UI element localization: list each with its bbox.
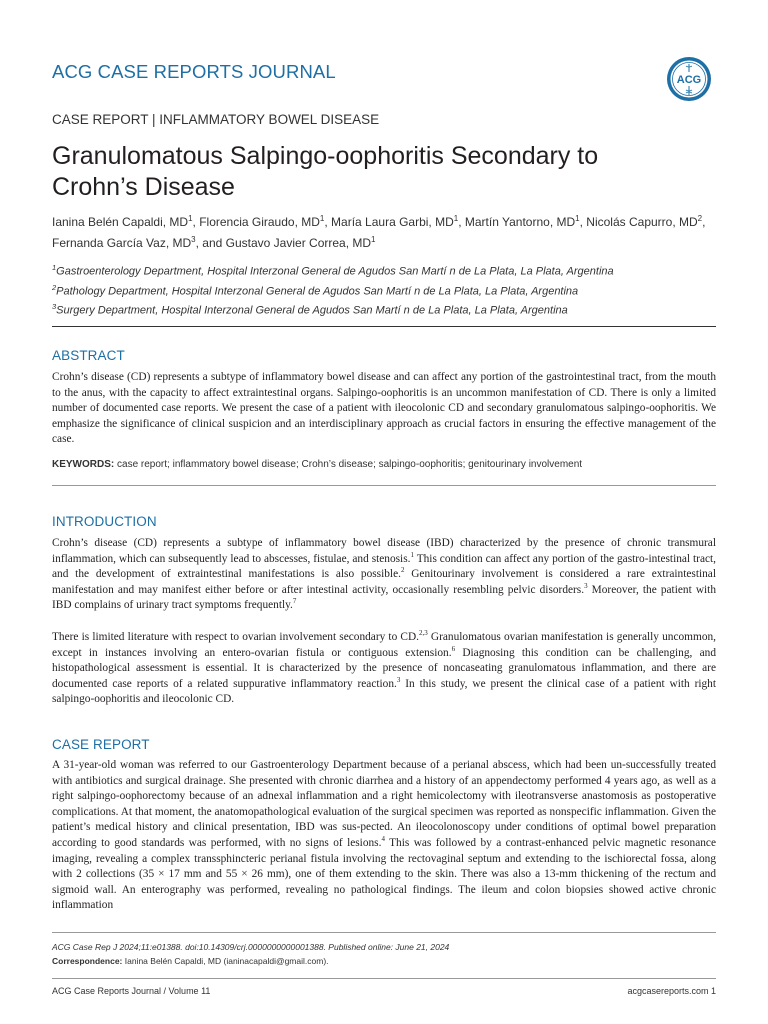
- title-line-1: Granulomatous Salpingo-oophoritis Secondary to: [52, 142, 599, 170]
- affiliation-mark: 3: [52, 302, 57, 312]
- citation-ref: 2: [400, 566, 405, 575]
- citation-ref: 7: [292, 597, 297, 606]
- author-affil-mark: 3: [191, 235, 196, 244]
- correspondence-line: [52, 954, 716, 968]
- affiliation: [52, 280, 712, 300]
- author-affil-mark: 1: [575, 214, 580, 223]
- author-separator: ,: [192, 215, 200, 229]
- text-run: Crohn’s disease (CD) represents a subtype of inflammatory bowel disease (IBD) characterized by the presence of chronic transmural inflammation, which can subsequently lead to abscesses, fistulae, and stenosis.: [52, 537, 716, 565]
- correspondence-label: Correspondence:: [52, 956, 123, 966]
- article-title: [52, 141, 702, 203]
- article-category: CASE REPORT | INFLAMMATORY BOWEL DISEASE: [52, 112, 380, 127]
- case-report-heading: CASE REPORT: [52, 737, 150, 752]
- author: María Laura Garbi, MD: [331, 215, 454, 229]
- abstract-divider: [52, 485, 716, 486]
- footnote: [52, 940, 716, 968]
- author-separator: ,: [579, 215, 587, 229]
- text-run: A 31-year-old woman was referred to our Gastroenterology Department because of a perianal abscess, which had been un-successfully treated with antibiotics and surgical drainage. She presented with chronic diarrhea and a history of an appendectomy performed 4 years ago, as well as a right salpingo-oophorectomy because of an adnexal inflammation and a right hemicolectomy with ileotransverse anastomosis as postoperative complications. At that moment, the anatomopathological evaluation of the surgical specimen was reported as nonspecific inflammation. Given the patient’s medical history and clinical presentation, IBD was sus-pected. An ileocolonoscopy under conditions of optimal bowel preparation according to good standards was performed, with no signs of lesions.: [52, 759, 716, 849]
- text-run: In this study, we present the clinical case of a patient with right salpingo-oophoritis and ileocolonic CD.: [52, 677, 716, 706]
- header-divider: [52, 326, 716, 327]
- author: Ianina Belén Capaldi, MD: [52, 215, 189, 229]
- author: Martín Yantorno, MD: [464, 215, 576, 229]
- author-affil-mark: 1: [371, 235, 376, 244]
- affiliation: [52, 299, 712, 319]
- acg-logo: [665, 55, 713, 103]
- affiliation-text: Gastroenterology Department, Hospital Interzonal General de Agudos San Martí n de La Plata, La Plata, Argentina: [56, 265, 614, 278]
- text-run: This condition can affect any portion of the gastro-intestinal tract, and the development of extraintestinal manifestations is also possible.: [52, 552, 717, 581]
- author: Fernanda García Vaz, MD: [52, 236, 192, 250]
- citation-ref: 3: [584, 582, 588, 590]
- journal-name: ACG CASE REPORTS JOURNAL: [52, 61, 336, 82]
- introduction-heading: INTRODUCTION: [52, 514, 157, 529]
- affiliation-text: Surgery Department, Hospital Interzonal General de Agudos San Martí n de La Plata, La Plata, Argentina: [56, 304, 568, 317]
- author-separator: ,: [458, 215, 465, 229]
- introduction-paragraph-1: [52, 536, 716, 614]
- author-list: [52, 210, 712, 252]
- abstract-text: Crohn’s disease (CD) represents a subtype of inflammatory bowel disease and can affect any portion of the gastrointestinal tract, from the mouth to the anus, with the capacity to affect extraintestinal organs. Salpingo-oophoritis is an uncommon manifestation of CD. There is only a limited number of documented case reports. We present the case of a patient with ileocolonic CD and secondary granulomatous salpingo-oophoritis. We emphasize the significance of clinical suspicion and an interdisciplinary approach as crucial factors in ensuring the effective management of the case.: [52, 371, 716, 446]
- logo-text: ACG: [676, 74, 702, 86]
- author-separator: ,: [324, 215, 332, 229]
- author-affil-mark: 1: [188, 214, 193, 223]
- author-separator: , and: [195, 236, 226, 250]
- author-affil-mark: 1: [453, 214, 459, 223]
- affiliation-mark: 1: [52, 263, 57, 272]
- author: Gustavo Javier Correa, MD: [225, 236, 372, 250]
- case-report-paragraph-1: [52, 758, 716, 914]
- keywords-label: KEYWORDS:: [52, 459, 115, 470]
- text-run: Diagnosing this condition can be challenging, and histopathological assessment is essential. It is characterized by the presence of noncaseating granulomatous inflammation, and there are documented case reports of a related suppurative inflammatory reaction.: [52, 646, 716, 690]
- footnote-divider: [52, 932, 716, 933]
- footer-site-page: acgcasereports.com 1: [627, 986, 716, 996]
- citation-ref: 3: [396, 676, 401, 684]
- author-affil-mark: 1: [319, 214, 325, 223]
- footer-divider: [52, 978, 716, 979]
- introduction-paragraph-2: [52, 630, 716, 708]
- affiliation-mark: 2: [52, 282, 57, 292]
- text-run: Granulomatous ovarian manifestation is generally uncommon, except in instances involving an entero-ovarian fistula or contiguous extension.: [52, 631, 716, 659]
- author: Florencia Giraudo, MD: [199, 215, 320, 229]
- citation-line: ACG Case Rep J 2024;11:e01388. doi:10.14309/crj.0000000000001388. Published online: June 21, 2024: [52, 942, 450, 952]
- author-affil-mark: 2: [697, 214, 703, 223]
- text-run: Moreover, the patient with IBD complains of urinary tract symptoms frequently.: [52, 583, 716, 612]
- author: Nicolás Capurro, MD: [586, 215, 698, 229]
- abstract-heading: ABSTRACT: [52, 348, 125, 363]
- affiliation-list: [52, 260, 712, 319]
- citation-ref: 1: [410, 550, 414, 559]
- affiliation: [52, 260, 712, 280]
- affiliation-text: Pathology Department, Hospital Interzonal General de Agudos San Martí n de La Plata, La Plata, Argentina: [56, 285, 579, 298]
- keywords: [52, 459, 716, 470]
- citation-ref: 6: [451, 644, 456, 653]
- correspondence-text: Ianina Belén Capaldi, MD (ianinacapaldi@gmail.com).: [124, 956, 329, 966]
- text-run: Genitourinary involvement is considered a rare extraintestinal manifestation and may manifest either before or after intestinal activity, occasionally resembling pelvic disorders.: [52, 568, 716, 596]
- title-line-2: Crohn’s Disease: [52, 173, 235, 201]
- citation-ref: 4: [381, 835, 385, 844]
- citation-ref: 2,3: [419, 629, 428, 638]
- footer-journal-volume: ACG Case Reports Journal / Volume 11: [52, 986, 211, 996]
- keywords-text: case report; inflammatory bowel disease; Crohn’s disease; salpingo-oophoritis; genitourinary involvement: [117, 459, 583, 470]
- text-run: There is limited literature with respect to ovarian involvement secondary to CD.: [52, 631, 419, 643]
- text-run: This was followed by a contrast-enhanced pelvic magnetic resonance imaging, revealing a complex transsphincteric perianal fistula involving the rectovaginal septum and extending to the ischiorectal fossa, along with 2 collections (35 × 17 mm and 55 × 26 mm), one of them extending to the skin. There was also a 13-mm thickening of the rectum and sigmoid wall. An enterography was performed, revealing no pathological findings. The ileum and colon biopsies showed active chronic inflammation: [52, 836, 716, 912]
- author-separator: ,: [702, 215, 706, 229]
